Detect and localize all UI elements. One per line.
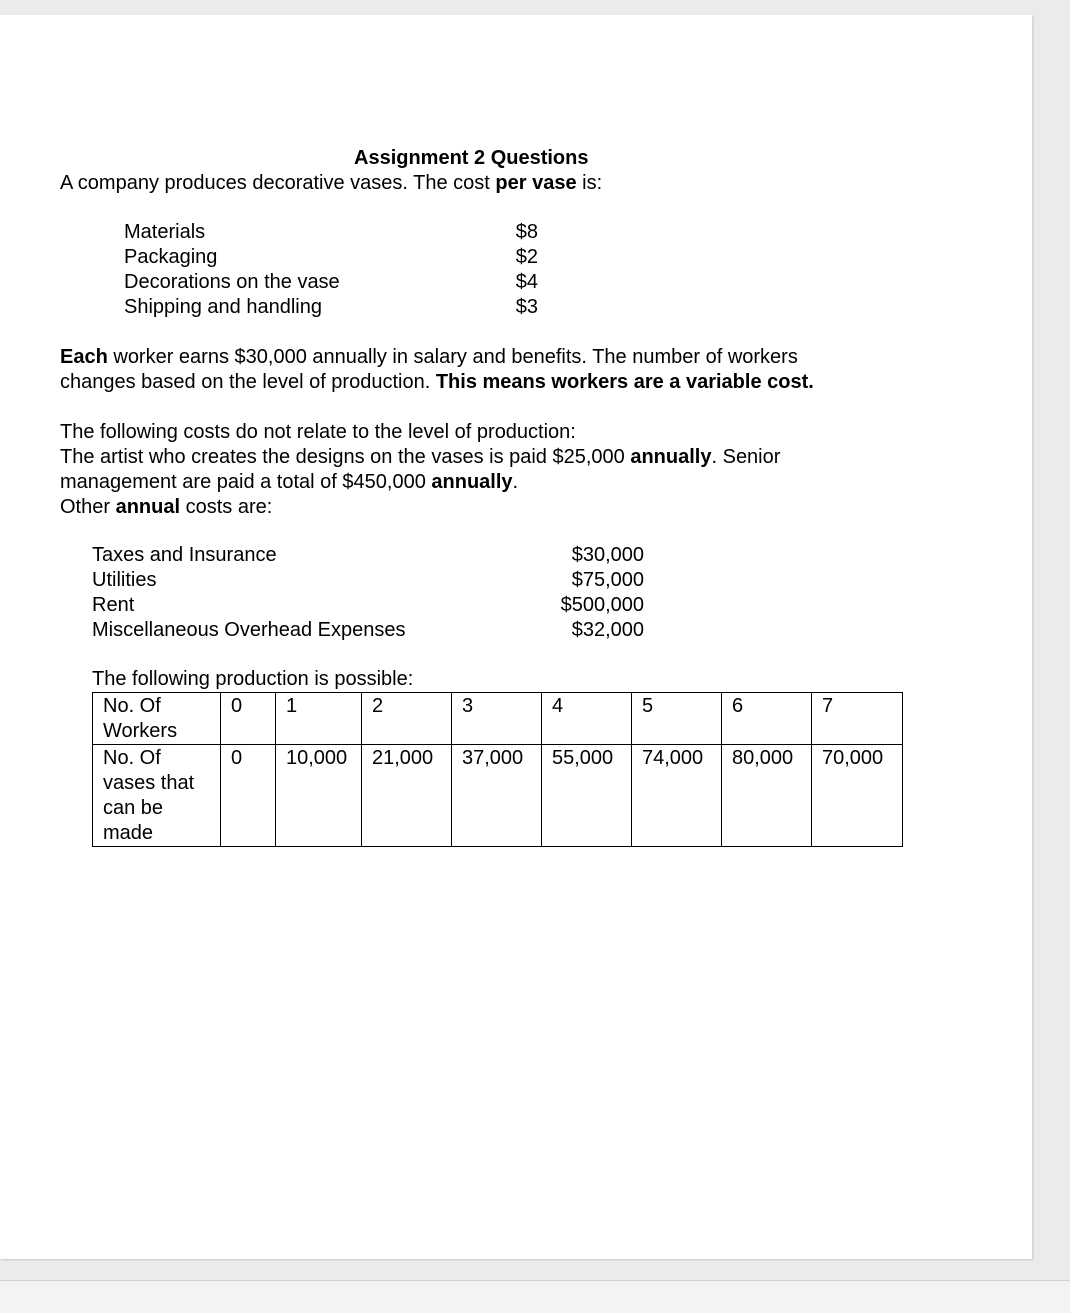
table-cell: 74,000 bbox=[632, 745, 722, 847]
table-cell: 5 bbox=[632, 693, 722, 745]
cost-value: $8 bbox=[515, 221, 538, 243]
table-cell: 0 bbox=[221, 745, 276, 847]
fixed-costs-paragraph: The following costs do not relate to the level of production: The artist who creates the designs on the vases is paid $25,000 annually. Senior management are paid a total of $450,000 annually. Other annual costs are: bbox=[60, 421, 781, 518]
cost-row bbox=[124, 295, 544, 320]
table-cell: 3 bbox=[452, 693, 542, 745]
cost-row bbox=[124, 245, 544, 270]
table-cell: 21,000 bbox=[362, 745, 452, 847]
table-row bbox=[93, 745, 903, 847]
cost-row bbox=[92, 568, 644, 593]
cost-label: Utilities bbox=[92, 569, 157, 591]
cost-row bbox=[92, 543, 644, 568]
cost-value: $2 bbox=[515, 246, 538, 268]
table-cell: 2 bbox=[362, 693, 452, 745]
table-cell: 6 bbox=[722, 693, 812, 745]
table-cell: 7 bbox=[812, 693, 903, 745]
table-row bbox=[93, 693, 903, 745]
cost-row bbox=[92, 593, 644, 618]
other-annual-costs-list bbox=[92, 543, 644, 643]
row-header: No. Of Workers bbox=[93, 693, 221, 745]
cost-label: Decorations on the vase bbox=[124, 271, 340, 293]
table-cell: 10,000 bbox=[276, 745, 362, 847]
workers-paragraph: Each worker earns $30,000 annually in salary and benefits. The number of workers changes based on the level of production. This means workers are a variable cost. bbox=[60, 346, 814, 393]
cost-value: $4 bbox=[515, 271, 538, 293]
table-cell: 55,000 bbox=[542, 745, 632, 847]
cost-label: Packaging bbox=[124, 246, 218, 268]
cost-label: Materials bbox=[124, 221, 206, 243]
row-header: No. Of vases that can be made bbox=[93, 745, 221, 847]
table-cell: 4 bbox=[542, 693, 632, 745]
cost-label: Miscellaneous Overhead Expenses bbox=[92, 619, 406, 641]
cost-row bbox=[92, 618, 644, 643]
cost-label: Rent bbox=[92, 594, 135, 616]
cost-label: Shipping and handling bbox=[124, 296, 322, 318]
table-cell: 80,000 bbox=[722, 745, 812, 847]
table-cell: 37,000 bbox=[452, 745, 542, 847]
cost-value: $75,000 bbox=[571, 569, 644, 591]
cost-value: $3 bbox=[515, 296, 538, 318]
cost-value: $30,000 bbox=[571, 544, 644, 566]
table-cell: 1 bbox=[276, 693, 362, 745]
table-cell: 70,000 bbox=[812, 745, 903, 847]
cost-row bbox=[124, 270, 544, 295]
bottom-toolbar-strip bbox=[0, 1280, 1070, 1313]
intro-text: A company produces decorative vases. The cost per vase is: bbox=[60, 172, 603, 194]
page-title: Assignment 2 Questions bbox=[354, 147, 589, 169]
cost-label: Taxes and Insurance bbox=[92, 544, 277, 566]
per-vase-cost-list bbox=[124, 220, 544, 320]
cost-row bbox=[124, 220, 544, 245]
production-table bbox=[92, 692, 903, 847]
cost-value: $32,000 bbox=[571, 619, 644, 641]
table-cell: 0 bbox=[221, 693, 276, 745]
cost-value: $500,000 bbox=[560, 594, 644, 616]
production-caption: The following production is possible: bbox=[92, 668, 414, 690]
